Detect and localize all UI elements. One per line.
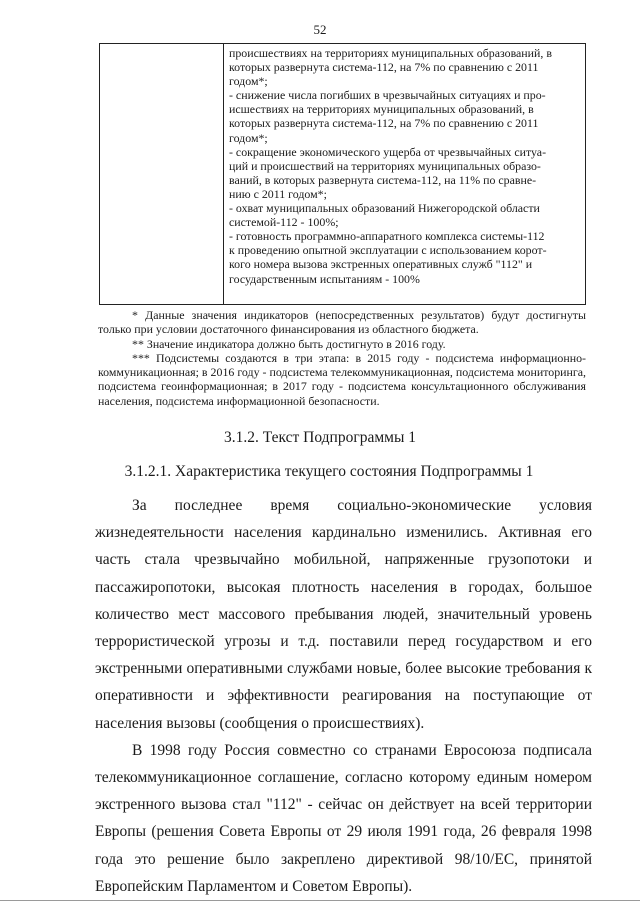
page-number: 52 — [313, 22, 327, 37]
table-line: годом*; — [229, 74, 268, 89]
table-line: к проведению опытной эксплуатации с использованием корот- — [229, 243, 547, 258]
table-line: - сокращение экономического ущерба от чрезвычайных ситуа- — [229, 144, 547, 159]
body-text — [95, 492, 592, 900]
table-left-cell — [100, 44, 224, 304]
table-line: происшествиях на территориях муниципальных образований, в — [229, 46, 552, 60]
footnote-1: * Данные значения индикаторов (непосредственных результатов) будут достигнуты только при условии достаточного финансирования из областного бюджета. — [98, 308, 586, 337]
paragraph-1: За последнее время социально-экономические условия жизнедеятельности населения кардинально изменились. Активная его часть стала чрезвычайно мобильной, напряженные грузопотоки и пассажиропотоки, высокая плотность населения в городах, большое количество мест массового пребывания людей, значительный уровень террористической угрозы и т.д. поставили перед государством и его экстренными оперативными службами новые, более высокие требования к оперативности и эффективности реагирования на поступающие от населения вызовы (сообщения о происшествиях). — [95, 497, 592, 732]
footnotes — [98, 308, 586, 408]
paragraph-2: В 1998 году Россия совместно со странами Евросоюза подписала телекоммуникационное соглашение, согласно которому единым номером экстренного вызова стал "112" - сейчас он действует на всей территории Европы (решения Совета Европы от 29 июля 1991 года, 26 февраля 1998 года это решение было закреплено директивой 98/10/ЕС, принятой Европейским Парламентом и Советом Европы). — [95, 741, 592, 895]
table-line: ваний, в которых развернута система-112, на 11% по сравне- — [229, 172, 537, 187]
table-line: ций и происшествий на территориях муниципальных образо- — [229, 158, 541, 173]
subsection-heading: 3.1.2.1. Характеристика текущего состояния Подпрограммы 1 — [124, 463, 534, 480]
table-line: которых развернута система-112, на 7% по сравнению с 2011 — [229, 116, 539, 131]
footnote-2: ** Значение индикатора должно быть достигнуто в 2016 году. — [132, 336, 446, 351]
table-line: кого номера вызова экстренных оперативных служб "112" и — [229, 257, 533, 272]
table-line: - снижение числа погибших в чрезвычайных ситуациях и про- — [229, 88, 546, 103]
table-line: - охват муниципальных образований Нижегородской области — [229, 201, 540, 216]
table-line: годом*; — [229, 130, 268, 145]
table-line: исшествиях на территориях муниципальных образований, в — [229, 102, 534, 117]
section-heading: 3.1.2. Текст Подпрограммы 1 — [223, 429, 416, 446]
table-line: которых развернута система-112, на 7% по сравнению с 2011 — [229, 60, 539, 75]
table-line: нию с 2011 годом*; — [229, 186, 327, 201]
table-line: системой-112 - 100%; — [229, 215, 339, 230]
table-right-cell — [229, 46, 581, 286]
scan-artifact-line — [0, 900, 640, 901]
footnote-3: *** Подсистемы создаются в три этапа: в 2015 году - подсистема информационно-коммуникационная; в 2016 году - подсистема телекоммуникационная, подсистема мониторинга, подсистема геоинформационная; в 2017 году - подсистема консультационного обслуживания населения, подсистема информационной безопасности. — [98, 350, 586, 408]
table-line: - готовность программно-аппаратного комплекса системы-112 — [229, 229, 545, 244]
indicators-table — [99, 43, 586, 305]
table-line: государственным испытаниям - 100% — [229, 271, 420, 286]
